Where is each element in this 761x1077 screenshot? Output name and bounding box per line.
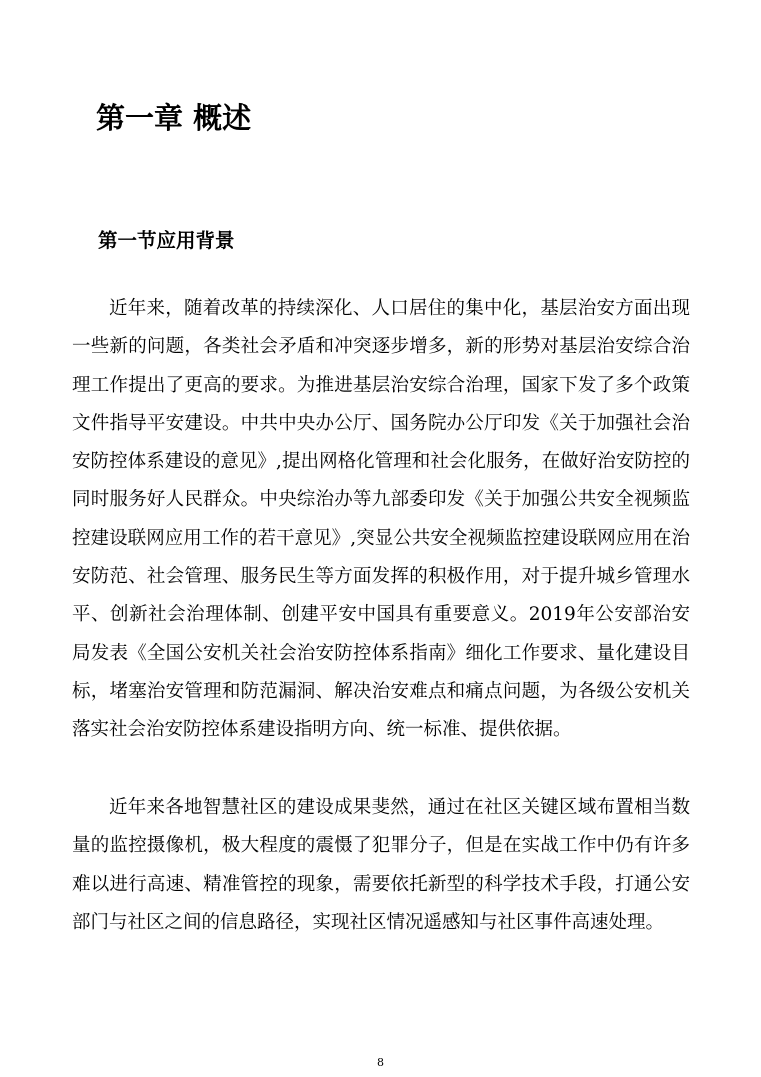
chapter-title: 第一章 概述 <box>96 101 252 135</box>
body-paragraph-1: 近年来，随着改革的持续深化、人口居住的集中化，基层治安方面出现一些新的问题，各类社会矛盾和冲突逐步增多，新的形势对基层治安综合治理工作提出了更高的要求。为推进基层治安综合治理，国家下发了多个政策文件指导平安建设。中共中央办公厅、国务院办公厅印发《关于加强社会治安防控体系建设的意见》,提出网格化管理和社会化服务，在做好治安防控的同时服务好人民群众。中央综治办等九部委印发《关于加强公共安全视频监控建设联网应用工作的若干意见》,突显公共安全视频监控建设联网应用在治安防范、社会管理、服务民生等方面发挥的积极作用，对于提升城乡管理水平、创新社会治理体制、创建平安中国具有重要意义。2019年公安部治安局发表《全国公安机关社会治安防控体系指南》细化工作要求、量化建设目标，堵塞治安管理和防范漏洞、解决治安难点和痛点问题，为各级公安机关落实社会治安防控体系建设指明方向、统一标准、提供依据。 <box>72 298 690 741</box>
body-paragraph-2: 近年来各地智慧社区的建设成果斐然，通过在社区关键区域布置相当数量的监控摄像机，极大程度的震慑了犯罪分子，但是在实战工作中仍有许多难以进行高速、精准管控的现象，需要依托新型的科学技术手段，打通公安部门与社区之间的信息路径，实现社区情况遥感知与社区事件高速处理。 <box>72 797 690 933</box>
page-number: 8 <box>377 1056 384 1069</box>
section-title: 第一节应用背景 <box>98 229 235 252</box>
